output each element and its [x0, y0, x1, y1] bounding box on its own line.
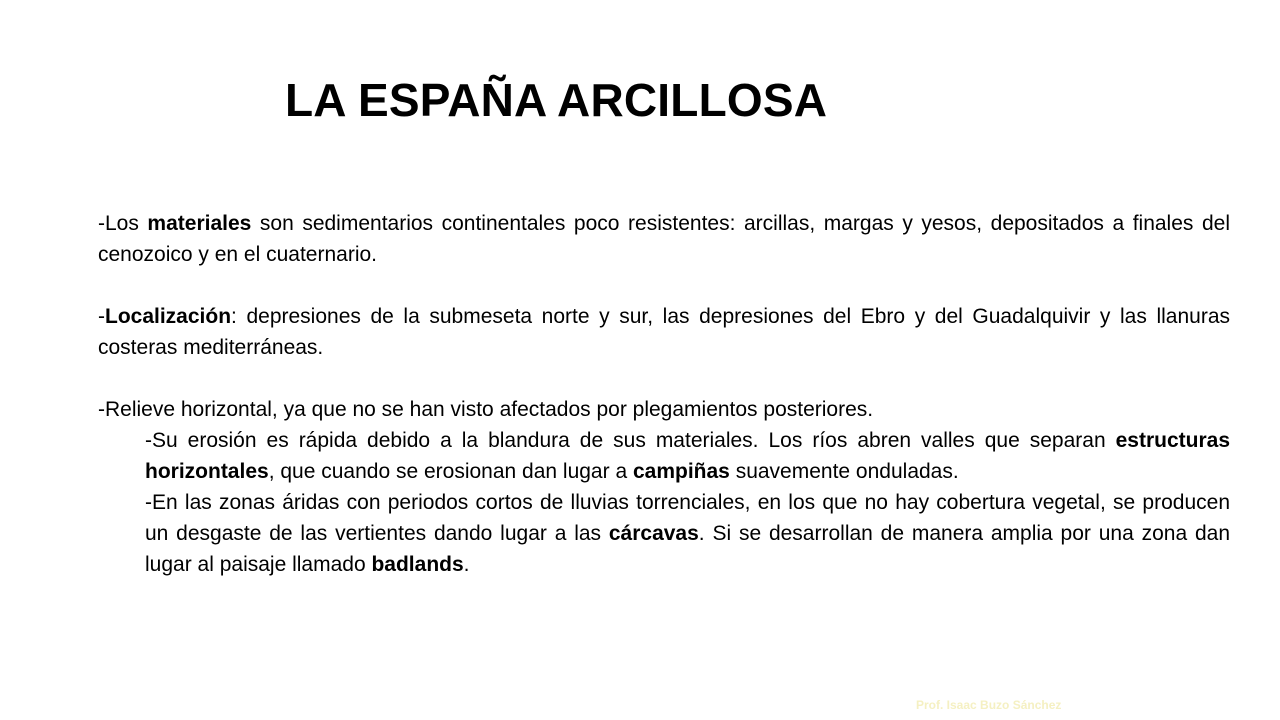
paragraph-relieve: -Relieve horizontal, ya que no se han visto afectados por plegamientos posteriores.: [98, 398, 874, 421]
bold-term-materiales: materiales: [147, 212, 252, 235]
text-run: -: [98, 305, 105, 328]
bold-term-estructuras-horizontales: estructuras horizontales: [145, 429, 1230, 483]
footer-author: Prof. Isaac Buzo Sánchez: [916, 698, 1062, 712]
text-run: : depresiones de la submeseta norte y sur, las depresiones del Ebro y del Guadalquivir y las llanuras costeras mediterráneas.: [98, 305, 1230, 359]
text-run: -Su erosión es rápida debido a la blandura de sus materiales. Los ríos abren valles que separan: [145, 429, 1116, 452]
text-run: .: [463, 553, 470, 576]
paragraph-gap: [98, 363, 1230, 394]
paragraph-erosion: [145, 425, 1230, 487]
paragraph-localizacion: [98, 301, 1230, 363]
text-run: . Si se desarrollan de manera amplia por una zona dan lugar al paisaje llamado: [145, 522, 1230, 576]
paragraph-materiales: [98, 208, 1230, 270]
text-run: , que cuando se erosionan dan lugar a: [268, 460, 633, 483]
text-run: son sedimentarios continentales poco resistentes: arcillas, margas y yesos, depositados a finales del cenozoico y en el cuaternario.: [98, 212, 1230, 266]
bold-term-localizacion: Localización: [105, 305, 232, 328]
text-run: -Los: [98, 212, 148, 235]
slide-body: [98, 208, 1230, 580]
bold-term-badlands: badlands: [371, 553, 464, 576]
slide-title: LA ESPAÑA ARCILLOSA: [285, 74, 828, 126]
text-run: -En las zonas áridas con periodos cortos de lluvias torrenciales, en los que no hay cobertura vegetal, se producen un desgaste de las vertientes dando lugar a las: [145, 491, 1230, 545]
bold-term-carcavas: cárcavas: [608, 522, 699, 545]
paragraph-gap: [98, 270, 1230, 301]
text-run: suavemente onduladas.: [729, 460, 959, 483]
paragraph-zonas-aridas: [145, 487, 1230, 580]
bold-term-campinas: campiñas: [632, 460, 730, 483]
